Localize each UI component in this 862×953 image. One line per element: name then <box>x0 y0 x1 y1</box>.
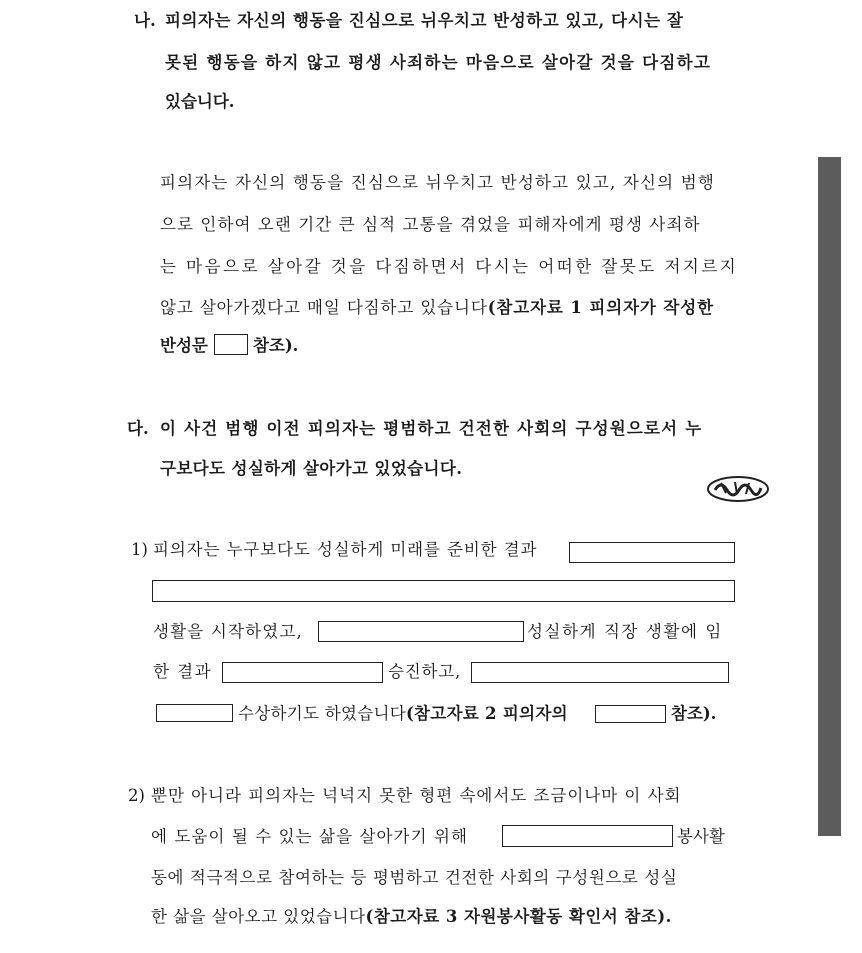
para1-line-4-text: 않고 살아가겠다고 매일 다짐하고 있습니다 <box>160 298 488 317</box>
item1-line-3-a: 생활을 시작하였고, <box>153 622 304 641</box>
redacted-box <box>502 825 673 847</box>
scan-edge-bar <box>818 157 841 836</box>
seal-stamp-icon <box>705 474 771 504</box>
para1-line-5-a: 반성문 <box>160 336 208 355</box>
para1-line-4 <box>160 297 714 319</box>
item1-line-4-b: 승진하고, <box>388 662 462 681</box>
redacted-box <box>318 621 524 642</box>
section-na-line-2: 못된 행동을 하지 않고 평생 사죄하는 마음으로 살아갈 것을 다짐하고 <box>165 53 712 72</box>
section-na-marker: 나. <box>134 11 156 30</box>
item2-line-3: 동에 적극적으로 참여하는 등 평범하고 건전한 사회의 구성원으로 성실 <box>151 868 678 887</box>
section-na-line-3: 있습니다. <box>165 92 235 111</box>
item1-number: 1) <box>131 540 148 559</box>
para1-line-5-b: 참조). <box>253 336 299 355</box>
redacted-box <box>471 662 729 683</box>
redacted-box <box>569 542 735 563</box>
section-da-line-2: 구보다도 성실하게 살아가고 있었습니다. <box>160 459 463 478</box>
item1-line-1: 피의자는 누구보다도 성실하게 미래를 준비한 결과 <box>153 540 538 559</box>
item1-line-4-a: 한 결과 <box>153 662 213 681</box>
redacted-box <box>214 334 248 355</box>
section-da-marker: 다. <box>127 419 149 438</box>
item2-line-4 <box>151 906 672 928</box>
redacted-box <box>156 704 233 722</box>
item1-line-5-b: (참고자료 2 피의자의 <box>405 704 568 723</box>
item1-line-5-c: 참조). <box>671 704 717 723</box>
para1-line-2: 으로 인하여 오랜 기간 큰 심적 고통을 겪었을 피해자에게 평생 사죄하 <box>160 215 701 234</box>
item2-line-4-a: 한 삶을 살아오고 있었습니다 <box>151 907 366 926</box>
para1-line-3: 는 마음으로 살아갈 것을 다짐하면서 다시는 어떠한 잘못도 저지르지 <box>160 257 739 276</box>
item1-line-5 <box>238 703 568 725</box>
item1-line-5-a: 수상하기도 하였습니다 <box>238 704 406 723</box>
para1-line-4-reference: (참고자료 1 피의자가 작성한 <box>487 298 714 317</box>
section-da-line-1: 이 사건 범행 이전 피의자는 평범하고 건전한 사회의 구성원으로서 누 <box>160 419 703 438</box>
para1-line-1: 피의자는 자신의 행동을 진심으로 뉘우치고 반성하고 있고, 자신의 범행 <box>160 173 716 192</box>
item1-line-3-b: 성실하게 직장 생활에 임 <box>527 622 723 641</box>
item2-line-2-b: 봉사활 <box>677 827 725 846</box>
item2-line-4-b: (참고자료 3 자원봉사활동 확인서 참조). <box>365 907 672 926</box>
item2-line-2-a: 에 도움이 될 수 있는 삶을 살아가기 위해 <box>151 827 469 846</box>
item2-line-1: 뿐만 아니라 피의자는 넉넉지 못한 형편 속에서도 조금이나마 이 사회 <box>151 786 682 805</box>
item2-number: 2) <box>128 786 145 805</box>
section-na-line-1: 피의자는 자신의 행동을 진심으로 뉘우치고 반성하고 있고, 다시는 잘 <box>165 11 684 30</box>
redacted-box <box>595 705 666 723</box>
redacted-box <box>152 580 735 602</box>
redacted-box <box>222 662 383 683</box>
